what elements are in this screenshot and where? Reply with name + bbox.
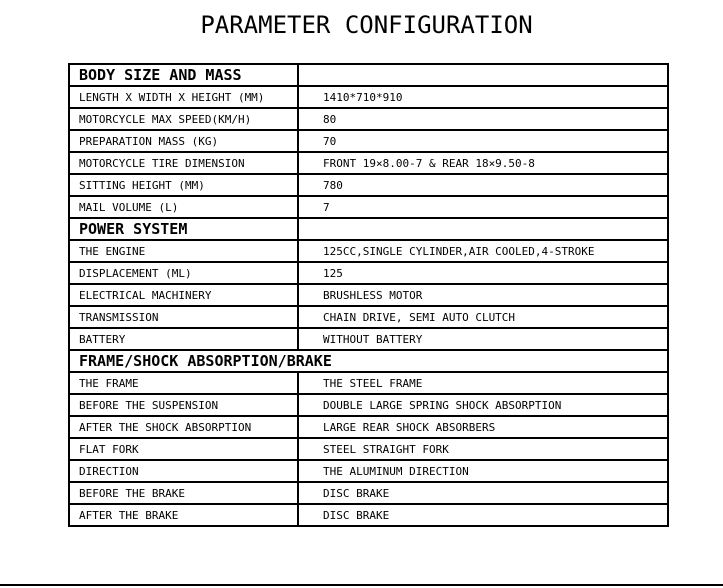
table-row <box>69 416 668 438</box>
row-label: MAIL VOLUME (L) <box>69 196 298 218</box>
table-row <box>69 174 668 196</box>
row-label: AFTER THE SHOCK ABSORPTION <box>69 416 298 438</box>
row-value: 7 <box>298 196 668 218</box>
row-label: PREPARATION MASS (KG) <box>69 130 298 152</box>
row-label: MOTORCYCLE TIRE DIMENSION <box>69 152 298 174</box>
row-label: THE FRAME <box>69 372 298 394</box>
row-label: BATTERY <box>69 328 298 350</box>
row-label: TRANSMISSION <box>69 306 298 328</box>
row-value: DISC BRAKE <box>298 482 668 504</box>
bottom-border-line <box>0 584 723 586</box>
row-value: DISC BRAKE <box>298 504 668 526</box>
section-heading-blank <box>298 64 668 86</box>
row-label: THE ENGINE <box>69 240 298 262</box>
row-label: DISPLACEMENT (ML) <box>69 262 298 284</box>
table-row <box>69 504 668 526</box>
row-value: CHAIN DRIVE, SEMI AUTO CLUTCH <box>298 306 668 328</box>
table-row <box>69 130 668 152</box>
row-label: DIRECTION <box>69 460 298 482</box>
row-value: 125 <box>298 262 668 284</box>
parameter-table <box>68 63 669 527</box>
table-row <box>69 262 668 284</box>
row-value: FRONT 19×8.00-7 & REAR 18×9.50-8 <box>298 152 668 174</box>
row-label: BEFORE THE BRAKE <box>69 482 298 504</box>
table-row <box>69 240 668 262</box>
row-label: LENGTH X WIDTH X HEIGHT (MM) <box>69 86 298 108</box>
table-row <box>69 86 668 108</box>
row-value: DOUBLE LARGE SPRING SHOCK ABSORPTION <box>298 394 668 416</box>
row-value: 780 <box>298 174 668 196</box>
row-value: THE ALUMINUM DIRECTION <box>298 460 668 482</box>
table-row <box>69 306 668 328</box>
table-row <box>69 108 668 130</box>
row-label: AFTER THE BRAKE <box>69 504 298 526</box>
table-row <box>69 196 668 218</box>
row-label: BEFORE THE SUSPENSION <box>69 394 298 416</box>
table-row <box>69 328 668 350</box>
table-row <box>69 482 668 504</box>
row-value: 70 <box>298 130 668 152</box>
section-header-row <box>69 350 668 372</box>
row-value: 80 <box>298 108 668 130</box>
section-header-row <box>69 218 668 240</box>
row-value: 1410*710*910 <box>298 86 668 108</box>
row-value: WITHOUT BATTERY <box>298 328 668 350</box>
table-row <box>69 152 668 174</box>
row-value: STEEL STRAIGHT FORK <box>298 438 668 460</box>
row-label: ELECTRICAL MACHINERY <box>69 284 298 306</box>
row-label: SITTING HEIGHT (MM) <box>69 174 298 196</box>
page-title: PARAMETER CONFIGURATION <box>200 11 533 39</box>
section-heading-blank <box>298 218 668 240</box>
table-row <box>69 372 668 394</box>
table-row <box>69 394 668 416</box>
row-label: MOTORCYCLE MAX SPEED(KM/H) <box>69 108 298 130</box>
table-row <box>69 460 668 482</box>
row-value: LARGE REAR SHOCK ABSORBERS <box>298 416 668 438</box>
table-row <box>69 284 668 306</box>
section-heading: POWER SYSTEM <box>69 218 298 240</box>
row-value: THE STEEL FRAME <box>298 372 668 394</box>
row-label: FLAT FORK <box>69 438 298 460</box>
table-row <box>69 438 668 460</box>
section-header-row <box>69 64 668 86</box>
section-heading: FRAME/SHOCK ABSORPTION/BRAKE <box>69 350 668 372</box>
row-value: 125CC,SINGLE CYLINDER,AIR COOLED,4-STROKE <box>298 240 668 262</box>
section-heading: BODY SIZE AND MASS <box>69 64 298 86</box>
row-value: BRUSHLESS MOTOR <box>298 284 668 306</box>
